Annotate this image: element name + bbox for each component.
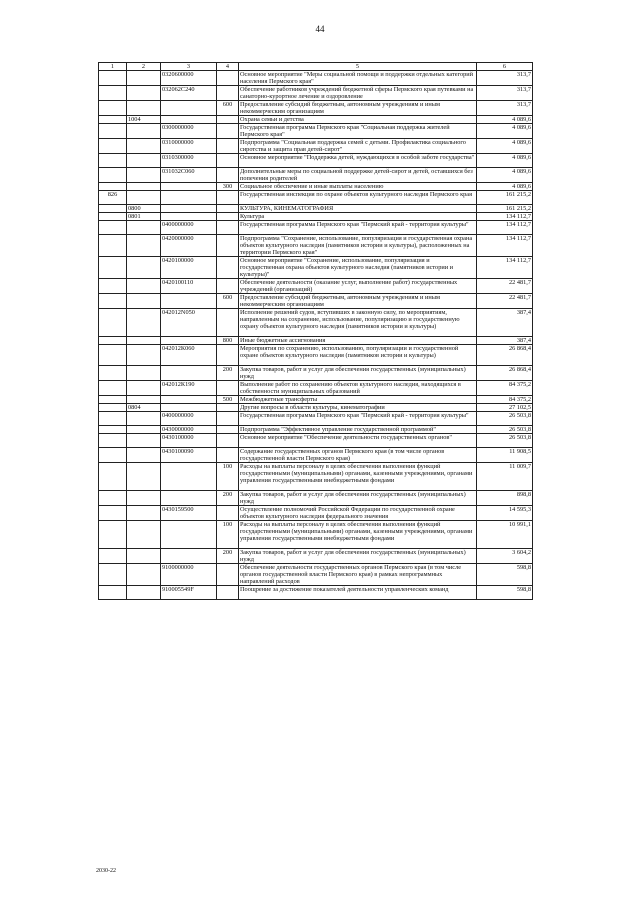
cell-col-3 (161, 205, 217, 213)
cell-description: Основное мероприятие "Поддержка детей, нуждающихся в особой заботе государства" (239, 154, 477, 168)
cell-col-2 (127, 586, 161, 600)
cell-col-4 (217, 448, 239, 463)
cell-description: Обеспечение деятельности государственных органов Пермского края (в том числе органов государственной власти Пермского края) в рамках непрограммных направлений расходов (239, 564, 477, 586)
cell-amount: 26 868,4 (477, 366, 533, 381)
cell-col-3: 0430100000 (161, 434, 217, 448)
footer-code: 2030-22 (96, 868, 116, 874)
cell-col-4 (217, 586, 239, 600)
cell-col-3: 0310300000 (161, 154, 217, 168)
table-row (99, 183, 533, 191)
cell-col-4: 100 (217, 521, 239, 549)
cell-col-4 (217, 154, 239, 168)
cell-amount: 598,8 (477, 586, 533, 600)
cell-col-3 (161, 294, 217, 309)
cell-col-4: 100 (217, 463, 239, 491)
table-row (99, 549, 533, 564)
cell-amount: 26 503,8 (477, 412, 533, 426)
cell-col-4 (217, 381, 239, 396)
cell-col-4 (217, 404, 239, 412)
cell-col-1 (99, 549, 127, 564)
cell-amount: 134 112,7 (477, 257, 533, 279)
cell-col-1 (99, 309, 127, 337)
cell-col-1 (99, 154, 127, 168)
cell-amount: 161 215,2 (477, 205, 533, 213)
cell-col-1 (99, 381, 127, 396)
cell-amount: 22 481,7 (477, 294, 533, 309)
cell-description: Закупка товаров, работ и услуг для обеспечения государственных (муниципальных) нужд (239, 549, 477, 564)
cell-col-1 (99, 448, 127, 463)
cell-amount: 4 089,6 (477, 139, 533, 154)
cell-description: Дополнительные меры по социальной поддержке детей-сирот и детей, оставшихся без попечения родителей (239, 168, 477, 183)
cell-col-4 (217, 116, 239, 124)
cell-amount: 84 375,2 (477, 396, 533, 404)
cell-col-1 (99, 71, 127, 86)
cell-col-2 (127, 154, 161, 168)
table-row (99, 116, 533, 124)
table-row (99, 564, 533, 586)
cell-amount: 11 009,7 (477, 463, 533, 491)
cell-col-1 (99, 235, 127, 257)
cell-col-3: 0420100000 (161, 257, 217, 279)
cell-col-4 (217, 506, 239, 521)
cell-amount: 313,7 (477, 86, 533, 101)
cell-col-1 (99, 412, 127, 426)
cell-amount: 4 089,6 (477, 168, 533, 183)
cell-col-3: 9100000000 (161, 564, 217, 586)
cell-description: Предоставление субсидий бюджетным, автономным учреждениям и иным некоммерческим организациям (239, 101, 477, 116)
cell-col-1 (99, 345, 127, 366)
cell-col-1 (99, 506, 127, 521)
cell-col-1 (99, 404, 127, 412)
cell-col-3: 0310000000 (161, 139, 217, 154)
cell-amount: 11 908,5 (477, 448, 533, 463)
cell-col-1 (99, 139, 127, 154)
cell-amount: 10 991,1 (477, 521, 533, 549)
cell-col-3: 0300000000 (161, 124, 217, 139)
cell-description: Основное мероприятие "Меры социальной помощи и поддержки отдельных категорий населения Пермского края" (239, 71, 477, 86)
table-row (99, 154, 533, 168)
cell-col-4 (217, 564, 239, 586)
cell-col-1 (99, 426, 127, 434)
cell-col-4: 200 (217, 549, 239, 564)
table-row (99, 279, 533, 294)
cell-description: Закупка товаров, работ и услуг для обеспечения государственных (муниципальных) нужд (239, 491, 477, 506)
cell-col-1 (99, 396, 127, 404)
table-row (99, 448, 533, 463)
cell-col-3: 0400000000 (161, 221, 217, 235)
header-col-2: 2 (127, 63, 161, 71)
cell-description: Мероприятия по сохранению, использованию, популяризации и государственной охране объектов культурного наследия (памятников истории и культуры) (239, 345, 477, 366)
table-row (99, 521, 533, 549)
budget-table (98, 62, 533, 600)
cell-col-3 (161, 404, 217, 412)
cell-description: Предоставление субсидий бюджетным, автономным учреждениям и иным некоммерческим организациям (239, 294, 477, 309)
cell-description: Государственная инспекция по охране объектов культурного наследия Пермского края (239, 191, 477, 205)
cell-col-1 (99, 564, 127, 586)
cell-col-2 (127, 549, 161, 564)
cell-col-2: 0801 (127, 213, 161, 221)
cell-col-4: 600 (217, 294, 239, 309)
cell-description: Поощрение за достижение показателей деятельности управленческих команд (239, 586, 477, 600)
cell-description: Обеспечение деятельности (оказание услуг, выполнение работ) государственных учреждений (организаций) (239, 279, 477, 294)
cell-col-4 (217, 235, 239, 257)
cell-amount: 14 595,3 (477, 506, 533, 521)
cell-amount: 26 868,4 (477, 345, 533, 366)
cell-col-3 (161, 463, 217, 491)
cell-col-2 (127, 86, 161, 101)
table-row (99, 491, 533, 506)
cell-amount: 387,4 (477, 337, 533, 345)
cell-col-2 (127, 309, 161, 337)
cell-col-1 (99, 257, 127, 279)
cell-col-2 (127, 168, 161, 183)
cell-amount: 27 102,5 (477, 404, 533, 412)
cell-description: Исполнение решений судов, вступивших в законную силу, по мероприятиям, направленным на сохранение, использование, популяризацию и государственную охрану объектов культурного наследия (памятников истории и культуры) (239, 309, 477, 337)
cell-col-2 (127, 124, 161, 139)
cell-description: Расходы на выплаты персоналу в целях обеспечения выполнения функций государственными (муниципальными) органами, казенными учреждениями, органами управления государственными внебюджетными фондами (239, 521, 477, 549)
cell-col-2 (127, 434, 161, 448)
cell-col-3: 031032С060 (161, 168, 217, 183)
cell-col-3: 0400000000 (161, 412, 217, 426)
cell-col-3 (161, 191, 217, 205)
cell-amount: 26 503,8 (477, 426, 533, 434)
cell-col-3 (161, 116, 217, 124)
table-row (99, 426, 533, 434)
cell-description: Государственная программа Пермского края "Пермский край - территория культуры" (239, 412, 477, 426)
table-row (99, 71, 533, 86)
cell-description: Государственная программа Пермского края "Социальная поддержка жителей Пермского края" (239, 124, 477, 139)
cell-col-1 (99, 491, 127, 506)
cell-col-1 (99, 124, 127, 139)
cell-col-2 (127, 221, 161, 235)
cell-col-2 (127, 71, 161, 86)
cell-description: Подпрограмма "Социальная поддержка семей с детьми. Профилактика социального сиротства и защита прав детей-сирот" (239, 139, 477, 154)
cell-col-1 (99, 279, 127, 294)
table-row (99, 412, 533, 426)
cell-col-3 (161, 213, 217, 221)
table-row (99, 337, 533, 345)
cell-col-4: 600 (217, 101, 239, 116)
cell-col-2 (127, 337, 161, 345)
cell-col-3: 0420100110 (161, 279, 217, 294)
cell-description: Охрана семьи и детства (239, 116, 477, 124)
cell-col-3: 910005549F (161, 586, 217, 600)
cell-col-2 (127, 506, 161, 521)
cell-col-4 (217, 257, 239, 279)
cell-amount: 134 112,7 (477, 235, 533, 257)
table-row (99, 463, 533, 491)
cell-col-4 (217, 426, 239, 434)
cell-description: Осуществление полномочий Российской Федерации по государственной охране объектов культурного наследия федерального значения (239, 506, 477, 521)
cell-description: КУЛЬТУРА, КИНЕМАТОГРАФИЯ (239, 205, 477, 213)
cell-amount: 4 089,6 (477, 183, 533, 191)
cell-col-2 (127, 564, 161, 586)
cell-amount: 4 089,6 (477, 124, 533, 139)
cell-amount: 134 112,7 (477, 221, 533, 235)
cell-amount: 898,8 (477, 491, 533, 506)
cell-amount: 161 215,2 (477, 191, 533, 205)
header-col-4: 4 (217, 63, 239, 71)
cell-col-3: 0320600000 (161, 71, 217, 86)
cell-col-4 (217, 205, 239, 213)
cell-col-2 (127, 191, 161, 205)
table-row (99, 101, 533, 116)
cell-col-3: 0420000000 (161, 235, 217, 257)
cell-col-4: 300 (217, 183, 239, 191)
cell-col-2 (127, 396, 161, 404)
cell-col-2 (127, 448, 161, 463)
cell-col-4 (217, 71, 239, 86)
cell-description: Обеспечение работников учреждений бюджетной сферы Пермского края путевками на санаторно-курортное лечение и оздоровление (239, 86, 477, 101)
cell-col-2: 0800 (127, 205, 161, 213)
cell-col-1 (99, 116, 127, 124)
cell-amount: 387,4 (477, 309, 533, 337)
cell-col-2 (127, 294, 161, 309)
cell-col-4 (217, 86, 239, 101)
cell-col-4 (217, 412, 239, 426)
cell-col-3 (161, 183, 217, 191)
cell-col-3: 0430159500 (161, 506, 217, 521)
cell-amount: 84 375,2 (477, 381, 533, 396)
cell-col-1 (99, 101, 127, 116)
table-row (99, 168, 533, 183)
table-row (99, 309, 533, 337)
cell-col-3 (161, 396, 217, 404)
cell-description: Подпрограмма "Эффективное управление государственной программой" (239, 426, 477, 434)
cell-col-2 (127, 139, 161, 154)
header-col-5: 5 (239, 63, 477, 71)
table-row (99, 294, 533, 309)
cell-col-1 (99, 434, 127, 448)
table-row (99, 86, 533, 101)
cell-col-1 (99, 205, 127, 213)
cell-amount: 26 503,8 (477, 434, 533, 448)
cell-col-3 (161, 337, 217, 345)
table-header-row (99, 63, 533, 71)
cell-description: Основное мероприятие "Сохранение, использование, популяризация и государственная охрана объектов культурного наследия (памятников истории и культуры)" (239, 257, 477, 279)
cell-col-2 (127, 491, 161, 506)
cell-col-1 (99, 586, 127, 600)
table-row (99, 257, 533, 279)
table-row (99, 396, 533, 404)
cell-col-3 (161, 101, 217, 116)
cell-col-3: 042012N050 (161, 309, 217, 337)
table-row (99, 586, 533, 600)
cell-amount: 4 089,6 (477, 116, 533, 124)
cell-description: Выполнение работ по сохранению объектов культурного наследия, находящихся в собственности муниципальных образований (239, 381, 477, 396)
cell-col-2 (127, 521, 161, 549)
cell-description: Культура (239, 213, 477, 221)
cell-description: Социальное обеспечение и иные выплаты населению (239, 183, 477, 191)
table-row (99, 139, 533, 154)
cell-col-2 (127, 381, 161, 396)
cell-amount: 313,7 (477, 101, 533, 116)
cell-col-4 (217, 139, 239, 154)
cell-description: Закупка товаров, работ и услуг для обеспечения государственных (муниципальных) нужд (239, 366, 477, 381)
table-row (99, 191, 533, 205)
cell-col-2 (127, 412, 161, 426)
cell-col-1 (99, 521, 127, 549)
cell-description: Содержание государственных органов Пермского края (в том числе органов государственной власти Пермского края) (239, 448, 477, 463)
cell-col-2 (127, 279, 161, 294)
cell-col-2 (127, 235, 161, 257)
cell-col-1: 826 (99, 191, 127, 205)
table-row (99, 213, 533, 221)
cell-description: Подпрограмма "Сохранение, использование, популяризация и государственная охрана объектов культурного наследия (памятников истории и культуры), расположенных на территории Пермского края" (239, 235, 477, 257)
cell-col-1 (99, 463, 127, 491)
cell-col-2 (127, 257, 161, 279)
cell-col-1 (99, 183, 127, 191)
cell-col-1 (99, 337, 127, 345)
page-number: 44 (315, 24, 325, 34)
cell-col-4 (217, 279, 239, 294)
cell-amount: 4 089,6 (477, 154, 533, 168)
cell-col-4 (217, 168, 239, 183)
cell-col-4: 500 (217, 396, 239, 404)
cell-col-4 (217, 124, 239, 139)
cell-col-1 (99, 86, 127, 101)
cell-col-3 (161, 491, 217, 506)
table-row (99, 235, 533, 257)
table-row (99, 124, 533, 139)
cell-col-2 (127, 345, 161, 366)
cell-amount: 3 604,2 (477, 549, 533, 564)
cell-col-4: 800 (217, 337, 239, 345)
cell-col-1 (99, 168, 127, 183)
cell-col-4 (217, 309, 239, 337)
cell-col-2 (127, 183, 161, 191)
cell-col-2 (127, 426, 161, 434)
header-col-6: 6 (477, 63, 533, 71)
cell-col-4: 200 (217, 491, 239, 506)
cell-col-4 (217, 434, 239, 448)
cell-col-3 (161, 521, 217, 549)
cell-col-1 (99, 366, 127, 381)
cell-col-2 (127, 463, 161, 491)
cell-col-2: 1004 (127, 116, 161, 124)
cell-col-2 (127, 366, 161, 381)
cell-amount: 22 481,7 (477, 279, 533, 294)
cell-col-2 (127, 101, 161, 116)
table-row (99, 205, 533, 213)
cell-col-3 (161, 366, 217, 381)
header-col-1: 1 (99, 63, 127, 71)
cell-col-3 (161, 549, 217, 564)
cell-description: Другие вопросы в области культуры, кинематографии (239, 404, 477, 412)
cell-amount: 313,7 (477, 71, 533, 86)
cell-col-3: 042012К060 (161, 345, 217, 366)
cell-col-1 (99, 213, 127, 221)
cell-col-3: 0430000000 (161, 426, 217, 434)
header-col-3: 3 (161, 63, 217, 71)
cell-description: Основное мероприятие "Обеспечение деятельности государственных органов" (239, 434, 477, 448)
table-row (99, 381, 533, 396)
cell-description: Расходы на выплаты персоналу в целях обеспечения выполнения функций государственными (муниципальными) органами, казенными учреждениями, органами управления государственными внебюджетными фондами (239, 463, 477, 491)
cell-col-4 (217, 345, 239, 366)
cell-col-2: 0804 (127, 404, 161, 412)
cell-col-1 (99, 294, 127, 309)
cell-col-1 (99, 221, 127, 235)
cell-description: Межбюджетные трансферты (239, 396, 477, 404)
cell-col-3: 042012К190 (161, 381, 217, 396)
cell-col-4: 200 (217, 366, 239, 381)
table-row (99, 345, 533, 366)
table-row (99, 366, 533, 381)
table-row (99, 404, 533, 412)
cell-col-3: 032062С240 (161, 86, 217, 101)
cell-col-4 (217, 213, 239, 221)
cell-amount: 134 112,7 (477, 213, 533, 221)
table-row (99, 434, 533, 448)
cell-description: Иные бюджетные ассигнования (239, 337, 477, 345)
cell-description: Государственная программа Пермского края "Пермский край - территория культуры" (239, 221, 477, 235)
table-row (99, 221, 533, 235)
cell-col-4 (217, 221, 239, 235)
table-row (99, 506, 533, 521)
cell-amount: 598,8 (477, 564, 533, 586)
cell-col-3: 0430100090 (161, 448, 217, 463)
cell-col-4 (217, 191, 239, 205)
